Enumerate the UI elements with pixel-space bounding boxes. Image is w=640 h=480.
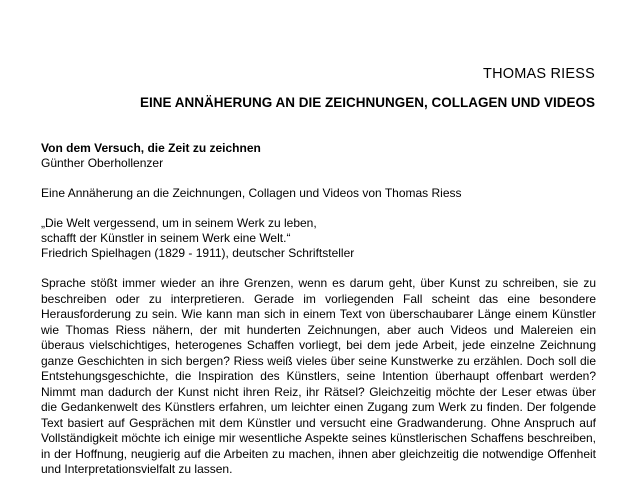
essay-author: Günther Oberhollenzer [41, 156, 164, 170]
epigraph-quote [41, 216, 596, 261]
essay-subtitle: Eine Annäherung an die Zeichnungen, Collagen und Videos von Thomas Riess [41, 186, 462, 200]
header-title: EINE ANNÄHERUNG AN DIE ZEICHNUNGEN, COLLAGEN UND VIDEOS [139, 95, 595, 110]
essay-title: Von dem Versuch, die Zeit zu zeichnen [41, 141, 261, 155]
quote-attribution: Friedrich Spielhagen (1829 - 1911), deutscher Schriftsteller [41, 246, 355, 260]
essay-section [41, 141, 596, 478]
body-paragraph: Sprache stößt immer wieder an ihre Grenzen, wenn es darum geht, über Kunst zu schreiben, sie zu beschreiben oder zu interpretieren. Gerade im vorliegenden Fall scheint das eine besondere Herausforderung zu sein. Wie kann man sich in einem Text von überschaubarer Länge einem Künstler wie Thomas Riess nähern, der mit hunderten Zeichnungen, aber auch Videos und Malereien ein überaus vielschichtiges, heterogenes Schaffen vorliegt, bei dem jede Arbeit, jede einzelne Zeichnung ganze Geschichten in sich bergen? Riess weiß vieles über seine Kunstwerke zu erzählen. Doch soll die Entstehungsgeschichte, die Inspiration des Künstlers, seine Intention überhaupt offenbart werden? Nimmt man dadurch der Kunst nicht ihren Reiz, ihr Rätsel? Gleichzeitig möchte der Leser etwas über die Gedankenwelt des Künstlers erfahren, um leichter einen Zugang zum Werk zu finden. Der folgende Text basiert auf Gesprächen mit dem Künstler und versucht eine Gradwanderung. Ohne Anspruch auf Vollständigkeit möchte ich einige mir wesentliche Aspekte seines künstlerischen Schaffens beschreiben, in der Hoffnung, neugierig auf die Arbeiten zu machen, ihnen aber gleichzeitig die notwendige Offenheit und Interpretationsvielfalt zu lassen. [41, 276, 596, 476]
header-author: THOMAS RIESS [483, 66, 595, 82]
quote-line-1: „Die Welt vergessend, um in seinem Werk zu leben, [41, 216, 317, 230]
quote-line-2: schafft der Künstler in seinem Werk eine Welt.“ [41, 231, 291, 245]
